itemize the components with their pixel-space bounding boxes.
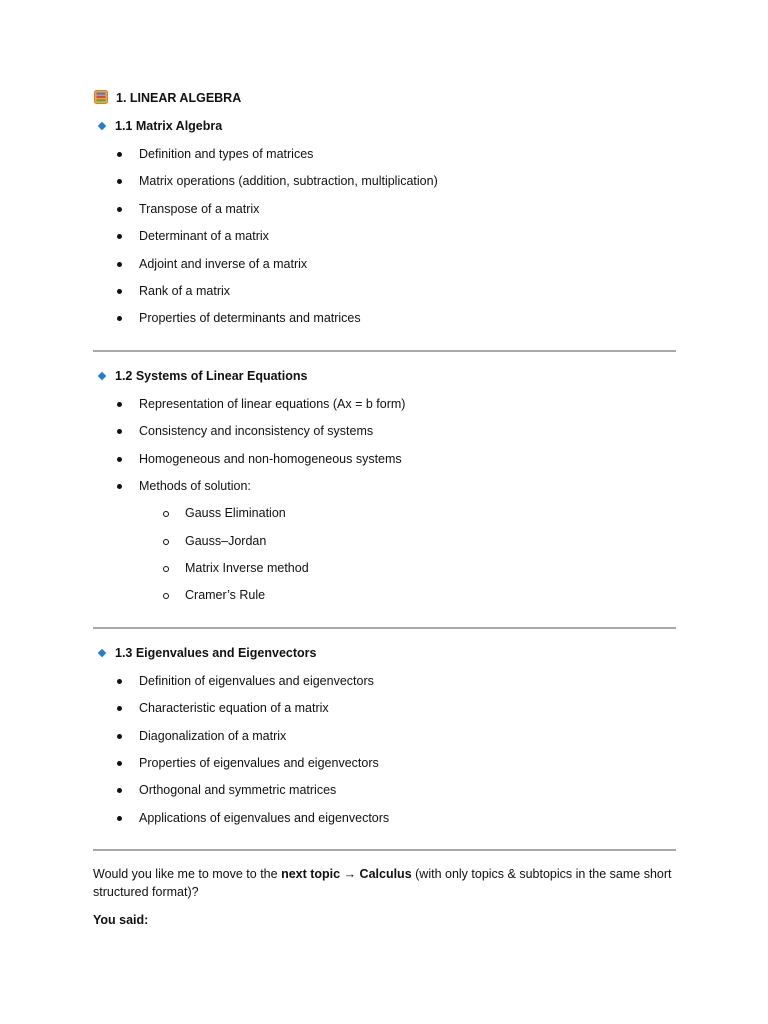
list-item: [93, 226, 676, 253]
list-item-text: Homogeneous and non-homogeneous systems: [139, 451, 402, 466]
sub-list-item-text: Gauss Elimination: [185, 506, 286, 521]
list-item: [93, 199, 676, 226]
bullet-icon: [117, 152, 122, 157]
bullet-icon: [117, 788, 122, 793]
list-item-text: Consistency and inconsistency of systems: [139, 424, 374, 439]
sub-list-item: [93, 503, 676, 530]
hollow-bullet-icon: [163, 593, 169, 599]
section-heading-label: 1.3 Eigenvalues and Eigenvectors: [115, 645, 317, 660]
list-item: [93, 171, 676, 198]
list-item: [93, 394, 676, 421]
hollow-bullet-icon: [163, 511, 169, 517]
list-item-text: Diagonalization of a matrix: [139, 728, 287, 743]
divider: [93, 350, 676, 352]
sub-list-item-text: Cramer’s Rule: [185, 588, 266, 603]
list-item: [93, 726, 676, 753]
list-item: [93, 308, 676, 335]
bullet-icon: [117, 429, 122, 434]
hollow-bullet-icon: [163, 566, 169, 572]
bullet-icon: [117, 761, 122, 766]
list-item-text: Matrix operations (addition, subtraction, multiplication): [139, 174, 438, 189]
sub-list-item: [93, 585, 676, 612]
bullet-icon: [117, 234, 122, 239]
list-item-text: Adjoint and inverse of a matrix: [139, 256, 308, 271]
list-item-text: Rank of a matrix: [139, 283, 231, 298]
bullet-icon: [117, 484, 122, 489]
section-heading-1-2: [93, 366, 676, 394]
list-item: [93, 698, 676, 725]
bullet-icon: [117, 289, 122, 294]
books-icon: [94, 90, 108, 104]
list-item-text: Orthogonal and symmetric matrices: [139, 783, 337, 798]
list-item: [93, 808, 676, 835]
bullet-icon: [117, 457, 122, 462]
diamond-bullet-icon: [98, 649, 106, 657]
bullet-icon: [117, 734, 122, 739]
closing-text-bold: next topic → Calculus: [281, 867, 412, 882]
diamond-bullet-icon: [98, 371, 106, 379]
list-item-text: Definition and types of matrices: [139, 147, 314, 161]
closing-text-post: (with only topics & subtopics in the same short structured format)?: [93, 867, 672, 900]
list-item: [93, 780, 676, 807]
list-item-text: Methods of solution:: [139, 478, 251, 493]
bullet-icon: [117, 316, 122, 321]
sub-list-item: [93, 558, 676, 585]
list-item: [93, 281, 676, 308]
section-heading-label: 1.2 Systems of Linear Equations: [115, 368, 308, 383]
bullet-icon: [117, 179, 122, 184]
list-item: [93, 421, 676, 448]
doc-title: 1. LINEAR ALGEBRA: [116, 91, 242, 105]
bullet-icon: [117, 207, 122, 212]
section-heading-1-3: [93, 643, 676, 671]
section-heading-label: 1.1 Matrix Algebra: [115, 119, 223, 133]
list-item: [93, 144, 676, 171]
list-item-text: Properties of determinants and matrices: [139, 311, 361, 326]
hollow-bullet-icon: [163, 539, 169, 545]
bullet-icon: [117, 262, 122, 267]
bullet-icon: [117, 706, 122, 711]
list-item-text: Representation of linear equations (Ax = b form): [139, 396, 406, 411]
closing-question: [93, 865, 673, 901]
list-item-text: Properties of eigenvalues and eigenvectors: [139, 756, 379, 771]
sub-list-item-text: Matrix Inverse method: [185, 561, 309, 576]
list-item: [93, 476, 676, 503]
list-item: [93, 753, 676, 780]
bullet-icon: [117, 679, 122, 684]
you-said-label: You said:: [93, 913, 149, 928]
divider: [93, 849, 676, 851]
list-item-text: Transpose of a matrix: [139, 201, 260, 216]
list-item-text: Determinant of a matrix: [139, 229, 269, 244]
closing-text-pre: Would you like me to move to the: [93, 867, 282, 882]
list-item: [93, 449, 676, 476]
bullet-icon: [117, 402, 122, 407]
divider: [93, 627, 676, 629]
section-heading-1-1: [93, 116, 676, 144]
sub-list-item-text: Gauss–Jordan: [185, 533, 267, 548]
list-item-text: Characteristic equation of a matrix: [139, 701, 329, 716]
list-item-text: Applications of eigenvalues and eigenvectors: [139, 810, 390, 825]
bullet-icon: [117, 816, 122, 821]
list-item: [93, 671, 676, 698]
list-item-text: Definition of eigenvalues and eigenvectors: [139, 673, 374, 688]
doc-title-row: [93, 88, 676, 116]
sub-list-item: [93, 531, 676, 558]
list-item: [93, 254, 676, 281]
document-page: [93, 88, 676, 929]
diamond-bullet-icon: [98, 122, 106, 130]
